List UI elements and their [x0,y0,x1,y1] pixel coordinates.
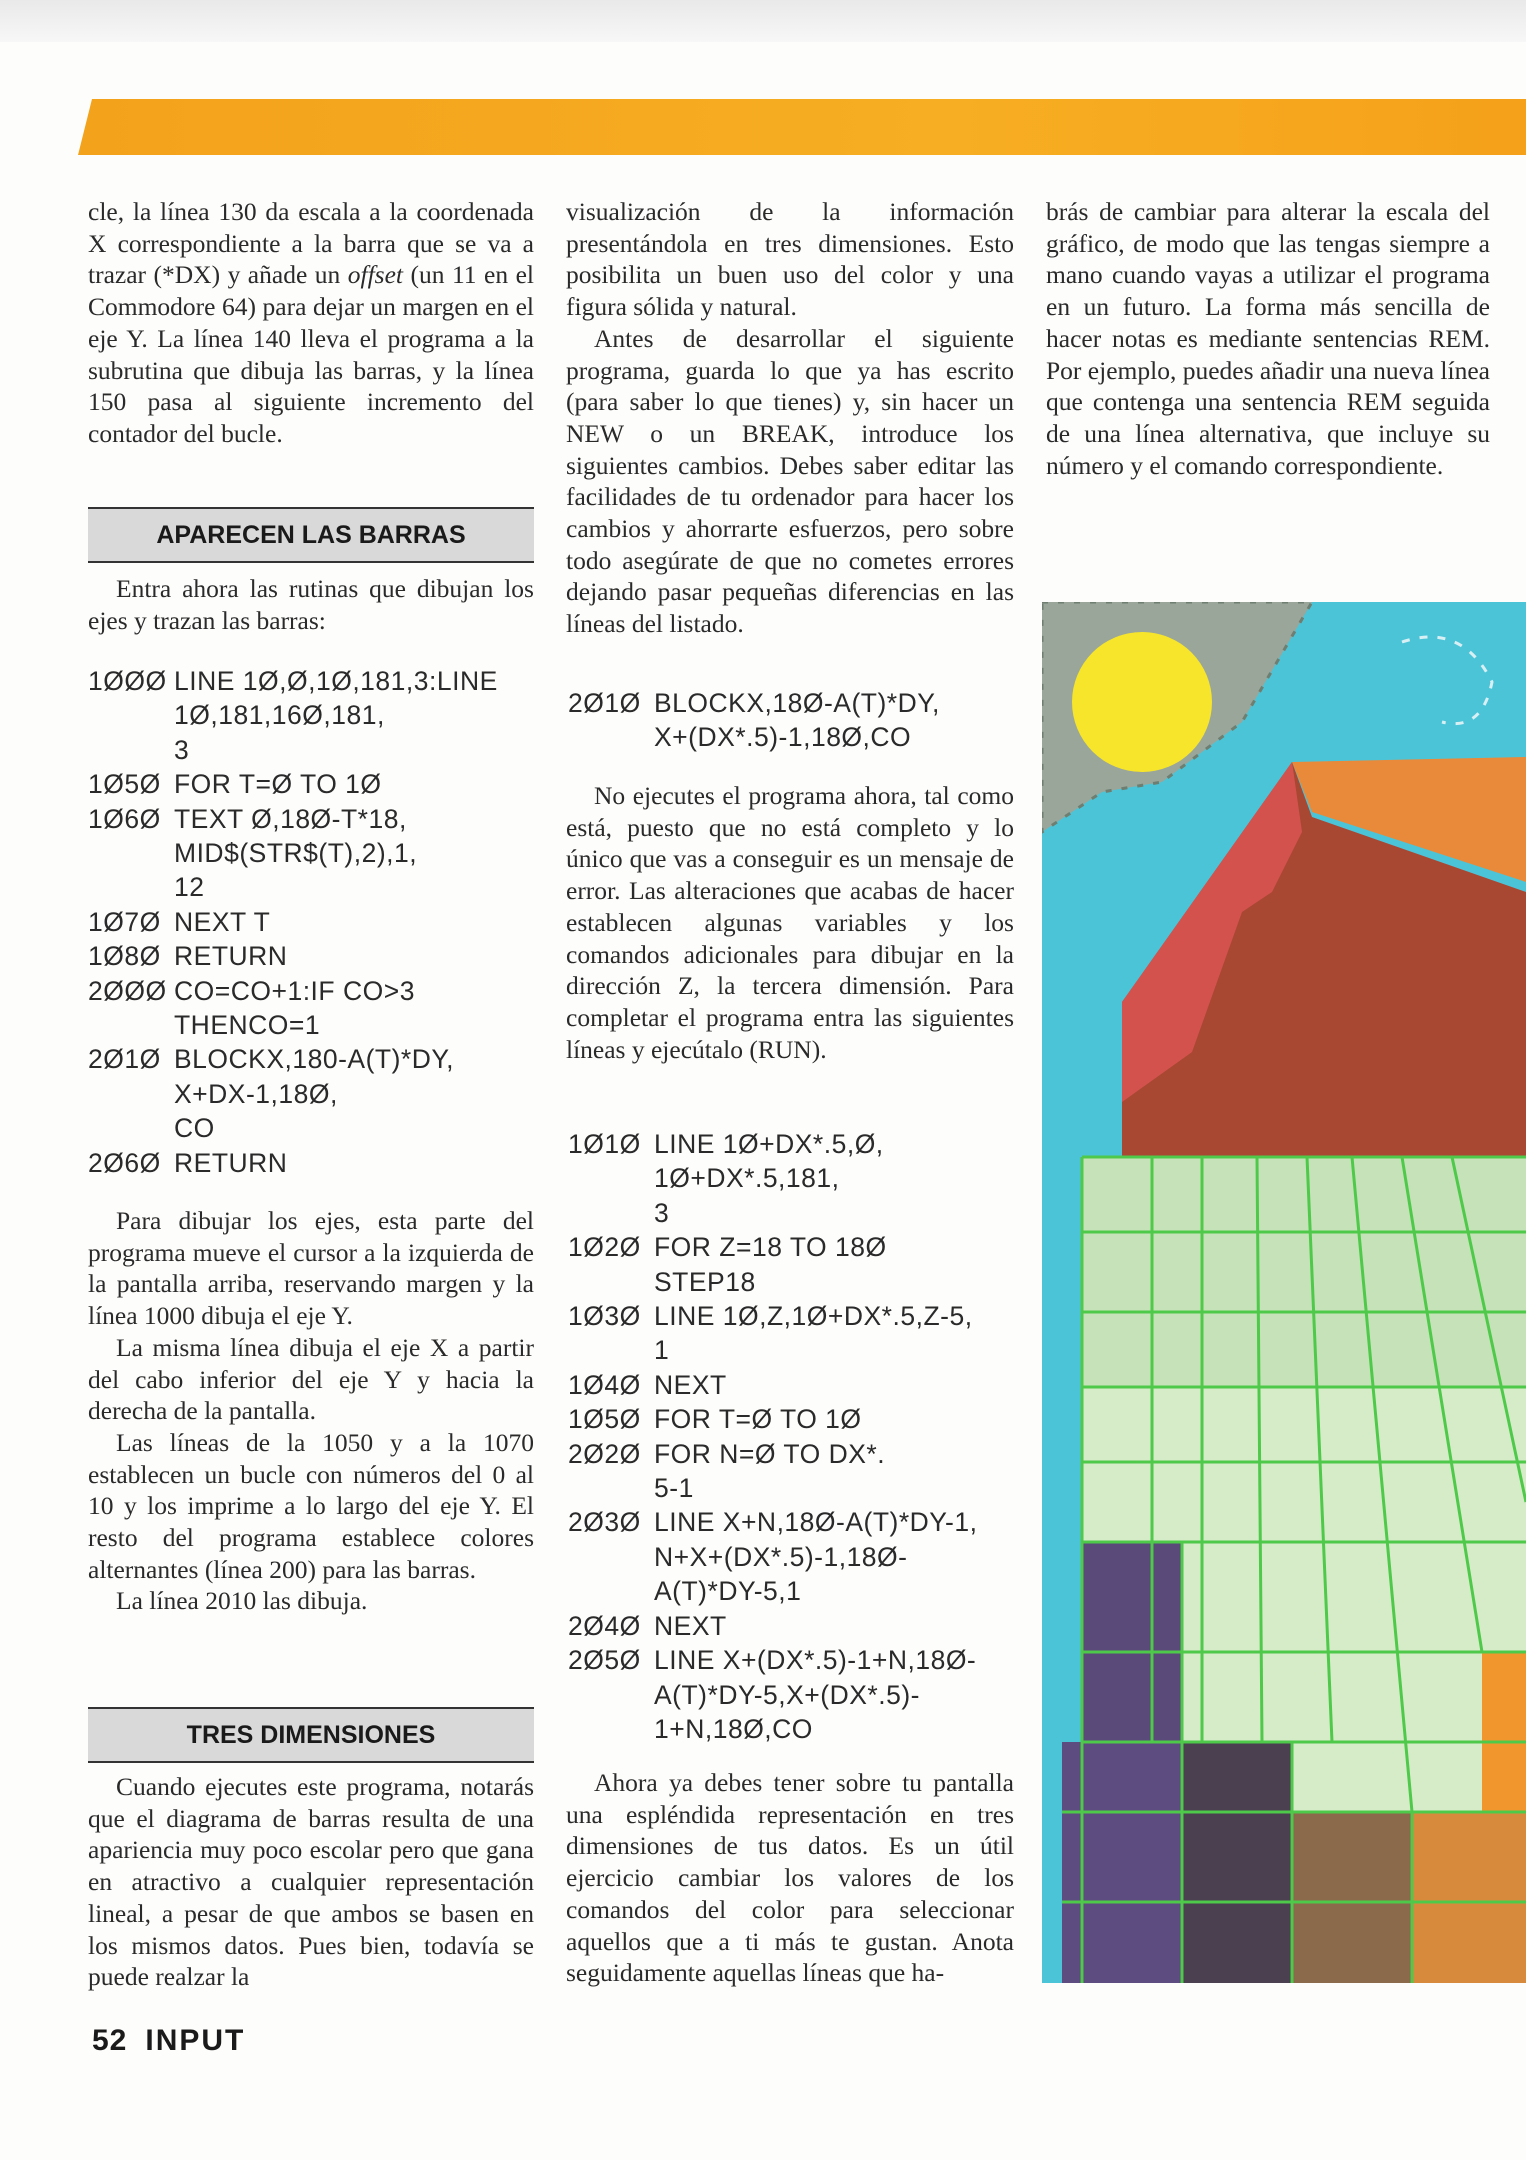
paragraph: Las líneas de la 1050 y a la 1070 establecen un bucle con números del 0 al 10 y los imprime a lo largo del eje Y. El resto del programa establece colores alternantes (línea 200) para las barras. [88,1427,534,1584]
magazine-name: INPUT [145,2024,246,2057]
code-text: RETURN [174,941,288,972]
code-statement [654,1127,884,1230]
line-number: 1Ø5Ø [568,1404,641,1435]
code-line [568,1230,977,1299]
code-statement [174,664,498,767]
block-orange-edge [1482,1652,1526,1812]
paragraph: La misma línea dibuja el eje X a partir del cabo inferior del eje Y y hacia la derecha de la pantalla. [88,1332,534,1426]
code-listing-1 [88,664,498,1180]
line-number: 1Ø6Ø [88,803,161,834]
code-line [568,1299,977,1368]
code-statement [174,802,417,905]
code-statement [174,939,287,973]
paragraph: brás de cambiar para alterar la escala del gráfico, de modo que las tengas siempre a mano cuando vayas a utilizar el programa en un futuro. La forma más sencilla de hacer notas es mediante sentencias REM. Por ejemplo, puedes añadir una nueva línea que contenga una sentencia REM seguida de una línea alternativa, que incluye su número y el comando correspondiente. [1046,197,1490,480]
page-number: 52 [92,2024,128,2057]
code-line [568,1505,977,1608]
block-purple [1082,1542,1182,1742]
code-line [88,974,498,1043]
code-text: STEP18 [654,1266,756,1297]
code-text: 3 [174,734,190,765]
block-brown [1292,1812,1412,1983]
code-text: LINE 1Ø,Z,1Ø+DX*.5,Z-5, [654,1301,973,1332]
code-text: X+(DX*.5)-1,18Ø,CO [654,722,912,753]
line-number: 2Ø5Ø [568,1645,641,1676]
code-text: BLOCKX,18Ø-A(T)*DY, [654,688,940,718]
code-text: NEXT [654,1369,727,1400]
orange-header-band [78,99,1526,155]
code-text: FOR Z=18 TO 18Ø [654,1232,887,1263]
code-text: CO [174,1113,215,1144]
paragraph: Entra ahora las rutinas que dibujan los ejes y trazan las barras: [88,574,534,635]
paragraph: La línea 2010 las dibuja. [116,1586,368,1616]
code-line [88,905,498,939]
paragraph: No ejecutes el programa ahora, tal como está, puesto que no está completo y lo único que vas a conseguir es un mensaje de error. Las alteraciones que acabas de hacer establecen algunas variables y los comandos adicionales para dibujar en la dirección Z, la tercera dimensión. Para completar el programa entra las siguientes líneas y ejecútalo (RUN). [566,781,1014,1064]
line-number: 1ØØØ [88,666,167,696]
code-text: 3 [654,1197,670,1228]
code-text: 1Ø,181,16Ø,181, [174,700,385,731]
column-3-text [1046,196,1490,481]
paragraph: Ahora ya debes tener sobre tu pantalla una espléndida representación en tres dimensiones de tus datos. Es un útil ejercicio cambiar los valores de los comandos del color para seleccionar aquellos que a ti más te gustan. Anota seguidamente aquellas líneas que ha- [566,1768,1014,1988]
code-text: FOR T=Ø TO 1Ø [654,1404,862,1435]
code-text: X+DX-1,18Ø, [174,1078,338,1109]
code-text: LINE 1Ø+DX*.5,Ø, [654,1129,884,1159]
column-1-end [88,1771,534,1993]
code-line [568,1368,977,1402]
line-number: 2Ø1Ø [88,1044,161,1075]
block-purple-front [1062,1742,1182,1983]
code-line [568,1437,977,1506]
column-1-lead [88,573,534,636]
page-footer [92,2024,245,2058]
line-number: 2Ø6Ø [88,1147,161,1178]
paragraph [88,196,534,450]
column-2-intro [566,196,1014,640]
block-orange [1412,1812,1526,1983]
code-text: 1 [654,1335,670,1366]
line-number: 1Ø3Ø [568,1301,641,1332]
code-text: TEXT Ø,18Ø-T*18, [174,803,407,834]
code-line [88,939,498,973]
code-statement [654,1402,862,1436]
column-1-intro [88,196,534,450]
text: cle, la línea 130 da escala a la coordenada X correspondiente a la barra que se va a trazar (*DX) y añade un [88,197,534,290]
code-statement [174,767,382,801]
code-text: A(T)*DY-5,X+(DX*.5)- [654,1679,920,1710]
line-number: 2Ø1Ø [568,688,641,718]
code-statement [174,974,415,1043]
paragraph: Antes de desarrollar el siguiente programa, guarda lo que ya has escrito (para saber lo que tienes) y, sin hacer un NEW o un BREAK, introduce los siguientes cambios. Debes saber editar las facilidades de tu ordenador para hacer los cambios y ahorrarte esfuerzos, pero sobre todo asegúrate de que no cometes errores dejando pasar pequeñas diferencias en las líneas del listado. [566,323,1014,639]
code-statement [654,1437,885,1506]
code-text: BLOCKX,180-A(T)*DY, [174,1044,454,1075]
code-text: THENCO=1 [174,1010,321,1041]
code-line [88,767,498,801]
code-line [568,686,940,755]
sun-icon [1072,632,1212,772]
line-number: 1Ø7Ø [88,906,161,937]
code-text: LINE 1Ø,Ø,1Ø,181,3:LINE [174,666,498,696]
italic-term: offset [347,260,403,290]
code-text: RETURN [174,1147,288,1178]
code-text: LINE X+(DX*.5)-1+N,18Ø- [654,1645,977,1676]
code-statement [654,1505,977,1608]
code-statement [174,1146,287,1180]
code-text: 12 [174,872,205,903]
text: (un 11 en el Commodore 64) para dejar un margen en el eje Y. La línea 140 lleva el programa a la subrutina que dibuja las barras, y la línea 150 pasa al siguiente incremento del contador del bucle. [88,260,534,448]
block-dark [1182,1742,1292,1983]
code-listing-2 [568,686,940,755]
code-statement [654,686,940,755]
code-text: 5-1 [654,1473,694,1504]
line-number: 2ØØØ [88,975,167,1006]
column-1-body [88,1205,534,1617]
code-text: 1+N,18Ø,CO [654,1713,813,1744]
code-listing-3 [568,1127,977,1746]
code-text: NEXT [654,1610,727,1641]
code-line [568,1609,977,1643]
code-text: LINE X+N,18Ø-A(T)*DY-1, [654,1507,978,1538]
code-text: FOR N=Ø TO DX*. [654,1438,886,1469]
code-text: N+X+(DX*.5)-1,18Ø- [654,1541,908,1572]
code-line [88,1146,498,1180]
code-text: MID$(STR$(T),2),1, [174,838,418,869]
column-2-end [566,1767,1014,1989]
3d-bar-chart-illustration [1042,602,1526,1983]
section-heading-tres-dimensiones: TRES DIMENSIONES [88,1707,534,1763]
code-text: NEXT T [174,906,271,937]
line-number: 2Ø4Ø [568,1610,641,1641]
page-top-margin [0,0,1526,42]
code-text: 1Ø+DX*.5,181, [654,1163,840,1194]
line-number: 1Ø5Ø [88,769,161,800]
code-text: A(T)*DY-5,1 [654,1576,802,1607]
code-line [88,802,498,905]
code-statement [174,905,270,939]
code-statement [654,1299,973,1368]
code-statement [174,1042,454,1145]
paragraph: Para dibujar los ejes, esta parte del programa mueve el cursor a la izquierda de la pantalla arriba, reservando margen y la línea 1000 dibuja el eje Y. [88,1206,534,1331]
code-line [88,664,498,767]
line-number: 1Ø1Ø [568,1129,641,1159]
code-text: FOR T=Ø TO 1Ø [174,769,382,800]
code-statement [654,1609,727,1643]
code-line [568,1402,977,1436]
line-number: 1Ø2Ø [568,1232,641,1263]
code-line [88,1042,498,1145]
code-statement [654,1643,976,1746]
code-statement [654,1368,727,1402]
section-heading-aparecen: APARECEN LAS BARRAS [88,507,534,563]
line-number: 2Ø2Ø [568,1438,641,1469]
code-line [568,1127,977,1230]
paragraph: visualización de la información presentándola en tres dimensiones. Esto posibilita un buen uso del color y una figura sólida y natural. [566,197,1014,322]
line-number: 1Ø4Ø [568,1369,641,1400]
code-text: CO=CO+1:IF CO>3 [174,975,415,1006]
paragraph: Cuando ejecutes este programa, notarás que el diagrama de barras resulta de una apariencia muy poco escolar pero que gana en atractivo a cualquier representación lineal, a pesar de que ambos se basen en los mismos datos. Pues bien, todavía se puede realzar la [88,1772,534,1992]
code-line [568,1643,977,1746]
code-statement [654,1230,887,1299]
line-number: 2Ø3Ø [568,1507,641,1538]
column-2-middle [566,780,1014,1065]
line-number: 1Ø8Ø [88,941,161,972]
